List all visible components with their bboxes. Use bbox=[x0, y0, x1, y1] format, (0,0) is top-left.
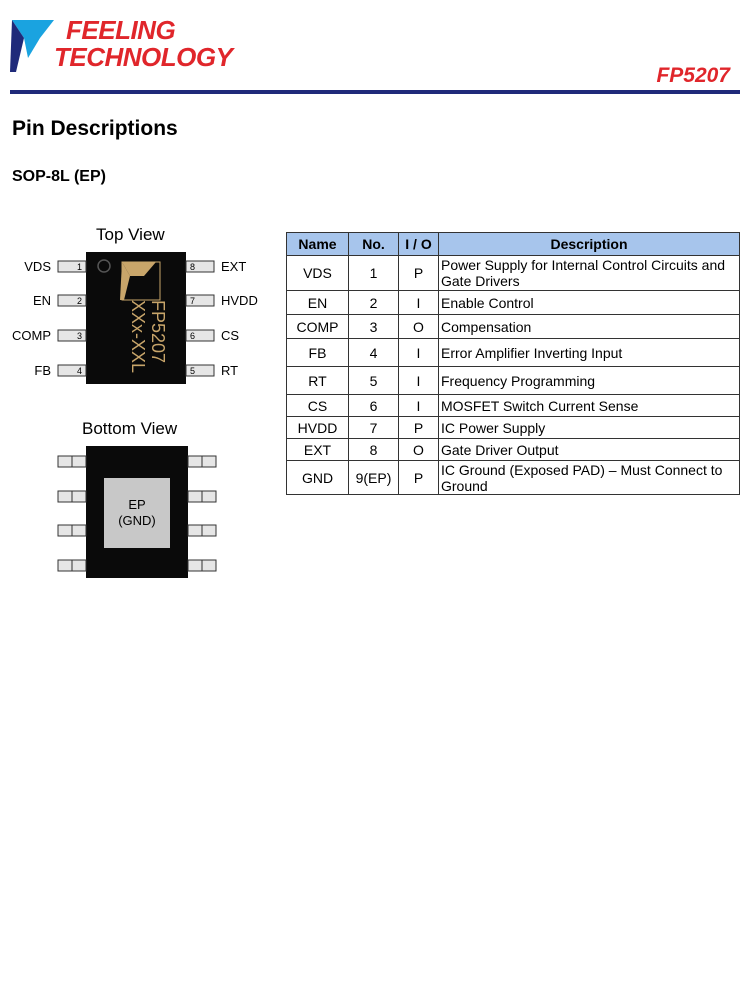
pin-number: 2 bbox=[76, 296, 82, 306]
pin-number: 7 bbox=[190, 296, 196, 306]
table-row bbox=[287, 339, 740, 367]
pin-number-cell: 8 bbox=[349, 439, 399, 461]
pin-io-cell: O bbox=[399, 315, 439, 339]
pin-io-cell: O bbox=[399, 439, 439, 461]
logo-text-line1: FEELING bbox=[66, 15, 176, 45]
pin-io-cell: I bbox=[399, 291, 439, 315]
pin-name-cell: VDS bbox=[287, 256, 349, 291]
pin-number: 3 bbox=[76, 331, 82, 341]
pin-name-label: CS bbox=[221, 328, 240, 343]
pin-description-cell: Power Supply for Internal Control Circuits and Gate Drivers bbox=[439, 256, 740, 291]
pin-name-label: RT bbox=[221, 363, 239, 378]
pin-number-cell: 9(EP) bbox=[349, 461, 399, 495]
pin-name-label: EN bbox=[32, 293, 51, 308]
pin-description-cell: IC Power Supply bbox=[439, 417, 740, 439]
pin-number-cell: 3 bbox=[349, 315, 399, 339]
pin-name-cell: EXT bbox=[287, 439, 349, 461]
section-title: Pin Descriptions bbox=[12, 117, 178, 140]
pin-number-cell: 6 bbox=[349, 395, 399, 417]
pin-description-cell: IC Ground (Exposed PAD) – Must Connect to Ground bbox=[439, 461, 740, 495]
table-row bbox=[287, 256, 740, 291]
pin-number: 5 bbox=[190, 366, 196, 376]
pin-io-cell: P bbox=[399, 256, 439, 291]
column-header-description: Description bbox=[439, 233, 740, 256]
pin-number-cell: 1 bbox=[349, 256, 399, 291]
pin-name-cell: CS bbox=[287, 395, 349, 417]
pin-name-cell: FB bbox=[287, 339, 349, 367]
pin-name-label: EXT bbox=[221, 259, 247, 274]
pin-number-cell: 4 bbox=[349, 339, 399, 367]
pin-name-cell: GND bbox=[287, 461, 349, 495]
pin-io-cell: P bbox=[399, 461, 439, 495]
part-number: FP5207 bbox=[656, 64, 730, 87]
pin-description-cell: MOSFET Switch Current Sense bbox=[439, 395, 740, 417]
table-header-row bbox=[287, 233, 740, 256]
pin-name-label: HVDD bbox=[221, 293, 258, 308]
exposed-pad-label-line2: (GND) bbox=[118, 513, 156, 528]
pin-description-cell: Enable Control bbox=[439, 291, 740, 315]
column-header-name: Name bbox=[287, 233, 349, 256]
pin-number: 8 bbox=[190, 262, 196, 272]
pin-number-cell: 7 bbox=[349, 417, 399, 439]
exposed-pad-label-line1: EP bbox=[128, 497, 146, 512]
pin-io-cell: P bbox=[399, 417, 439, 439]
pin-number-cell: 5 bbox=[349, 367, 399, 395]
table-row bbox=[287, 395, 740, 417]
pin-io-cell: I bbox=[399, 339, 439, 367]
pin-name-cell: HVDD bbox=[287, 417, 349, 439]
pin-name-cell: COMP bbox=[287, 315, 349, 339]
package-title: SOP-8L (EP) bbox=[12, 168, 106, 185]
logo-text-line2: TECHNOLOGY bbox=[54, 42, 233, 72]
top-view-label: Top View bbox=[96, 225, 165, 244]
chip-marking-line2: XXx-XXL bbox=[128, 300, 148, 374]
table-row bbox=[287, 291, 740, 315]
pin-description-cell: Compensation bbox=[439, 315, 740, 339]
table-row bbox=[287, 417, 740, 439]
pin-io-cell: I bbox=[399, 367, 439, 395]
column-header-io: I / O bbox=[399, 233, 439, 256]
pin-name-cell: RT bbox=[287, 367, 349, 395]
pin-description-cell: Error Amplifier Inverting Input bbox=[439, 339, 740, 367]
table-row bbox=[287, 367, 740, 395]
pin-number-cell: 2 bbox=[349, 291, 399, 315]
pin-description-cell: Frequency Programming bbox=[439, 367, 740, 395]
chip-marking-line1: FP5207 bbox=[148, 300, 168, 364]
pin-name-label: FB bbox=[34, 363, 51, 378]
pin-io-cell: I bbox=[399, 395, 439, 417]
pin-number: 6 bbox=[190, 331, 196, 341]
pin-name-cell: EN bbox=[287, 291, 349, 315]
pin-description-table bbox=[286, 232, 740, 495]
pin-name-label: VDS bbox=[24, 259, 51, 274]
table-row bbox=[287, 461, 740, 495]
table-row bbox=[287, 315, 740, 339]
column-header-number: No. bbox=[349, 233, 399, 256]
table-row bbox=[287, 439, 740, 461]
pin-number: 4 bbox=[76, 366, 82, 376]
pin-name-label: COMP bbox=[12, 328, 51, 343]
pin-description-cell: Gate Driver Output bbox=[439, 439, 740, 461]
bottom-view-label: Bottom View bbox=[82, 419, 178, 438]
pin-number: 1 bbox=[76, 262, 82, 272]
